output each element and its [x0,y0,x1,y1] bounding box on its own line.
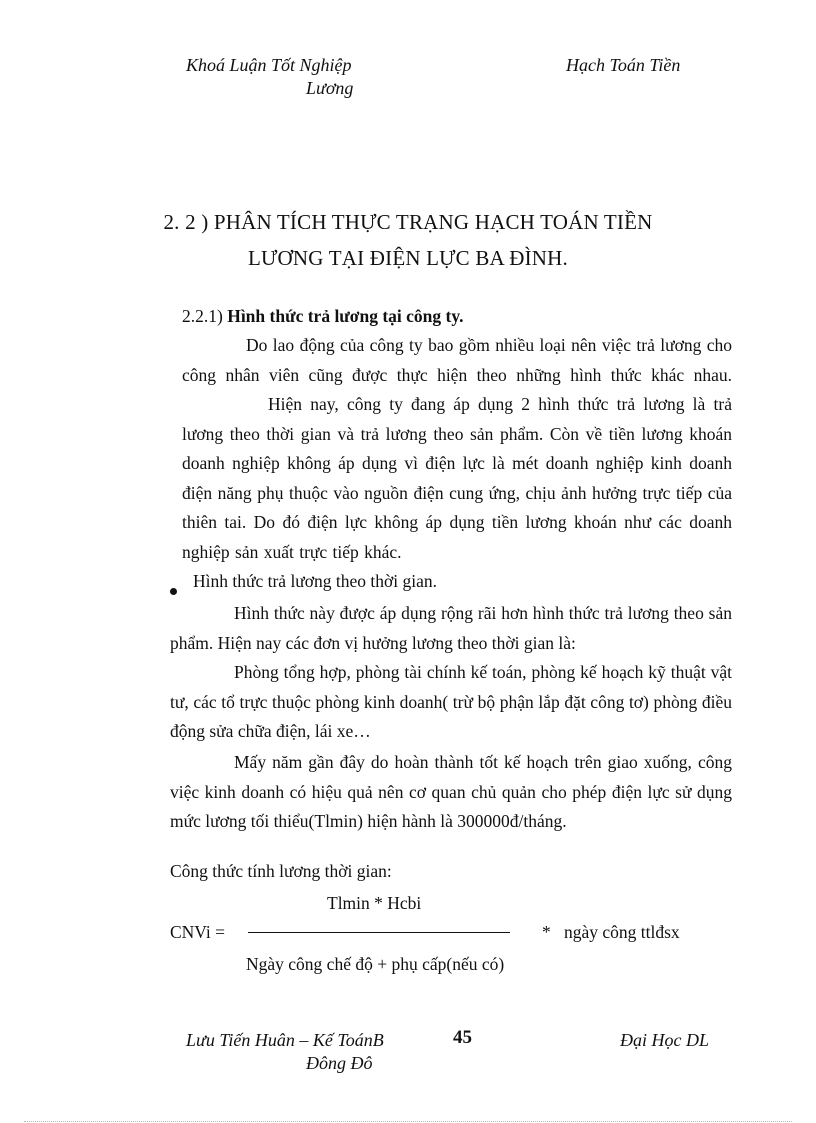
header-right: Hạch Toán Tiền [566,55,681,75]
formula-multiplier: * [542,922,551,942]
formula-denominator: Ngày công chế độ + phụ cấp(nếu có) [246,954,505,974]
paragraph-1 [182,331,732,567]
footer-left-line2: Đông Đô [306,1053,373,1073]
paragraph-4: Mấy năm gần đây do hoàn thành tốt kế hoạch trên giao xuống, công việc kinh doanh có hiệu quả nên cơ quan chủ quản cho phép điện lực sử dụng mức lương tối thiểu(Tlmin) hiện hành là 300000đ/tháng. [170,752,732,831]
paragraph-3: Phòng tổng hợp, phòng tài chính kế toán, phòng kế hoạch kỹ thuật vật tư, các tổ trực thuộc phòng kinh doanh( trừ bộ phận lắp đặt công tơ) phòng điều động sửa chữa điện, lái xe… [170,662,732,741]
fraction-bar [248,932,510,933]
formula-lhs: CNVi = [170,922,226,942]
paragraph-2: Hình thức này được áp dụng rộng rãi hơn hình thức trả lương theo sản phẩm. Hiện nay các đơn vị hưởng lương theo thời gian là: [170,603,732,653]
header-left-line1: Khoá Luận Tốt Nghiệp [186,55,352,75]
formula-rhs: ngày công ttlđsx [564,922,680,942]
formula-numerator: Tlmin * Hcbi [327,893,422,913]
bullet-icon [170,588,177,595]
subsection-heading [182,302,464,332]
formula-intro: Công thức tính lương thời gian: [170,861,392,881]
footer-left-line1: Lưu Tiến Huân – Kế ToánB [186,1030,384,1050]
footer-right: Đại Học DL [620,1030,709,1050]
header-left-line2: Lương [306,78,354,98]
subsection-title: Hình thức trả lương tại công ty. [227,306,464,326]
bullet-text: Hình thức trả lương theo thời gian. [193,571,438,591]
bottom-divider [24,1121,792,1122]
paragraph-1-part-a: Do lao động của công ty bao gồm nhiều loại nên việc trả lương cho công nhân viên cũng được thực hiện theo những hình thức khác nhau. [182,335,732,385]
subsection-number: 2.2.1) [182,306,223,326]
paragraph-1-part-b: Hiện nay, công ty đang áp dụng 2 hình thức trả lương là trả lương theo thời gian và trả lương theo sản phẩm. Còn về tiền lương khoán doanh nghiệp không áp dụng vì điện lực là mét doanh nghiệp kinh doanh điện năng phụ thuộc vào nguồn điện cung ứng, chịu ảnh hưởng trực tiếp của thiên tai. Do đó điện lực không áp dụng tiền lương khoán như các doanh nghiệp sản xuất trực tiếp khác. [182,394,732,562]
section-title-line1: 2. 2 ) PHÂN TÍCH THỰC TRẠNG HẠCH TOÁN TIỀN [163,210,653,234]
section-title-line2: LƯƠNG TẠI ĐIỆN LỰC BA ĐÌNH. [248,246,568,270]
page-number: 45 [453,1027,472,1048]
